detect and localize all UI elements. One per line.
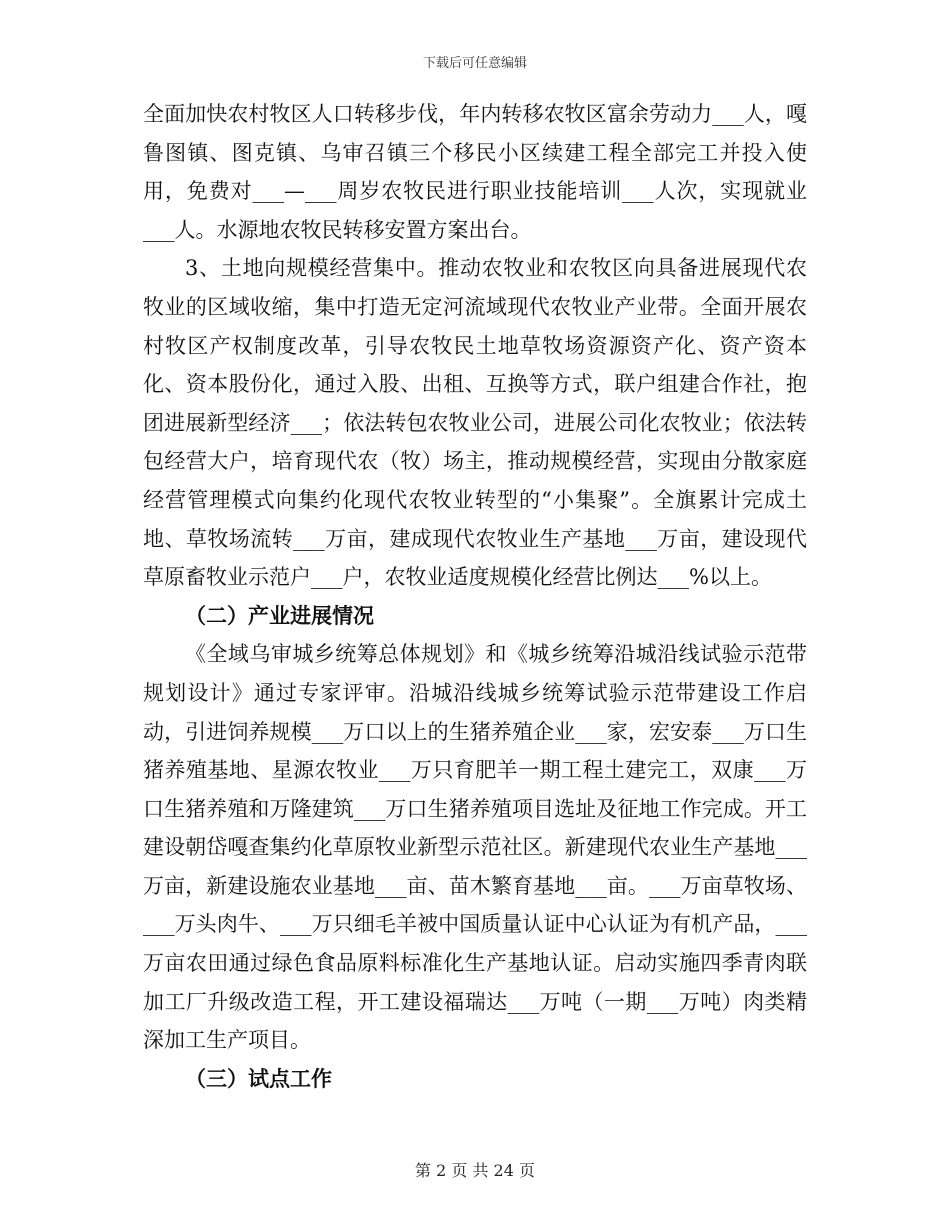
section-heading-industry: （二）产业进展情况	[185, 602, 374, 628]
paragraph-land-scale-operation: 3、土地向规模经营集中。推动农牧业和农牧区向具备进展现代农牧业的区域收缩，集中打造无定河流域现代农牧业产业带。全面开展农村牧区产权制度改革，引导农牧民土地草牧场资源资产化、资产资本化、资本股份化，通过入股、出租、互换等方式，联户组建合作社，抱团进展新型经济___；依法转包农牧业公司，进展公司化农牧业；依法转包经营大户，培育现代农（牧）场主，推动规模经营，实现由分散家庭经营管理模式向集约化现代农牧业转型的“小集聚”。全旗累计完成土地、草牧场流转___万亩，建成现代农牧业生产基地___万亩，建设现代草原畜牧业示范户___户，农牧业适度规模化经营比例达___%以上。	[143, 256, 807, 590]
paragraph-industry-progress: 《全域乌审城乡统筹总体规划》和《城乡统筹沿城沿线试验示范带规划设计》通过专家评审。沿城沿线城乡统筹试验示范带建设工作启动，引进饲养规模___万口以上的生猪养殖企业___家，宏安泰___万口生猪养殖基地、星源农牧业___万只育肥羊一期工程土建完工，双康___万口生猪养殖和万隆建筑___万口生猪养殖项目选址及征地工作完成。开工建设朝岱嘎查集约化草原牧业新型示范社区。新建现代农业生产基地___万亩，新建设施农业基地___亩、苗木繁育基地___亩。___万亩草牧场、___万头肉牛、___万只细毛羊被中国质量认证中心认证为有机产品，___万亩农田通过绿色食品原料标准化生产基地认证。启动实施四季青肉联加工厂升级改造工程，开工建设福瑞达___万吨（一期___万吨）肉类精深加工生产项目。	[143, 642, 807, 1053]
paragraph-labor-transfer: 全面加快农村牧区人口转移步伐，年内转移农牧区富余劳动力___人，嘎鲁图镇、图克镇、乌审召镇三个移民小区续建工程全部完工并投入使用，免费对___—___周岁农牧民进行职业技能培训___人次，实现就业___人。水源地农牧民转移安置方案出台。	[143, 102, 807, 242]
document-body	[143, 95, 807, 1098]
section-heading-pilot: （三）试点工作	[185, 1065, 332, 1091]
page-header: 下载后可任意编辑	[422, 56, 527, 71]
page-footer: 第 2 页 共 24 页	[415, 1161, 535, 1180]
